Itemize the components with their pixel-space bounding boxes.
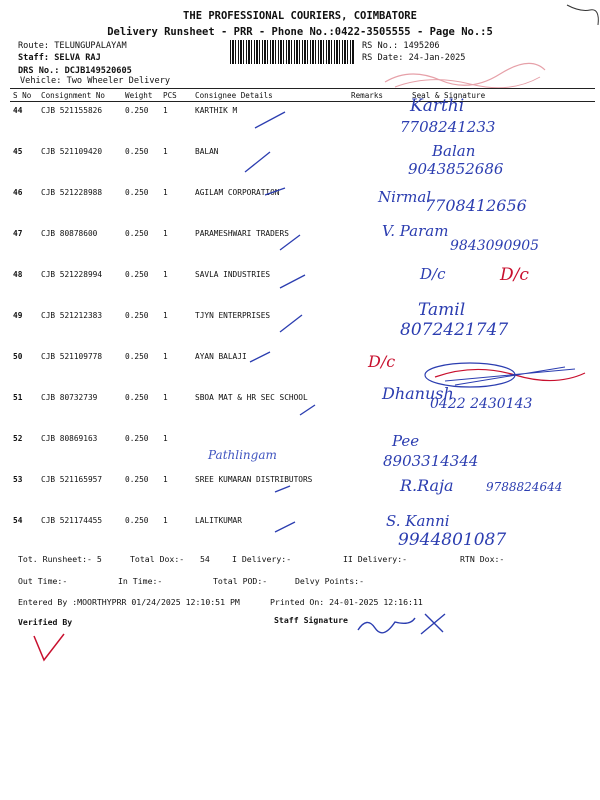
handwritten-signature: V. Param xyxy=(382,222,449,240)
cell-consignee: AGILAM CORPORATION xyxy=(195,188,280,197)
handwritten-phone: 8072421747 xyxy=(400,320,509,340)
cell-consignee: SREE KUMARAN DISTRIBUTORS xyxy=(195,475,313,484)
cell-pcs: 1 xyxy=(163,516,168,525)
cell-consignment: CJB 80878600 xyxy=(41,229,98,238)
tick-mark xyxy=(255,112,285,128)
col-seal-signature: Seal & Signature xyxy=(409,89,595,102)
cell-consignee: SAVLA INDUSTRIES xyxy=(195,270,271,279)
out-time: Out Time:- xyxy=(18,576,68,586)
handwritten-signature: Tamil xyxy=(418,300,466,320)
cell-consignee: PARAMESHWARI TRADERS xyxy=(195,229,289,238)
tick-mark xyxy=(280,275,305,288)
cell-consignment: CJB 80869163 xyxy=(41,434,98,443)
cell-consignee: LALITKUMAR xyxy=(195,516,242,525)
cell-pcs: 1 xyxy=(163,352,168,361)
cell-pcs: 1 xyxy=(163,270,168,279)
cell-consignee: KARTHIK M xyxy=(195,106,238,115)
cell-weight: 0.250 xyxy=(125,393,149,402)
tick-mark xyxy=(265,188,285,195)
cell-consignment: CJB 521228988 xyxy=(41,188,103,197)
handwritten-signature: Karthi xyxy=(410,96,465,116)
cell-sno: 52 xyxy=(13,434,23,443)
total-dox-label: Total Dox:- xyxy=(130,554,185,564)
cell-pcs: 1 xyxy=(163,106,168,115)
cell-pcs: 1 xyxy=(163,188,168,197)
staff-label: Staff: SELVA RAJ xyxy=(18,53,101,63)
cell-pcs: 1 xyxy=(163,147,168,156)
cell-consignment: CJB 521174455 xyxy=(41,516,103,525)
cell-sno: 50 xyxy=(13,352,23,361)
staff-signature-label: Staff Signature xyxy=(274,615,348,625)
handwritten-signature: R.Raja xyxy=(400,476,454,495)
handwritten-phone: 9843090905 xyxy=(450,238,540,254)
cell-sno: 46 xyxy=(13,188,23,197)
cell-consignee: BALAN xyxy=(195,147,219,156)
delvy-points: Delvy Points:- xyxy=(295,576,365,586)
cell-weight: 0.250 xyxy=(125,106,149,115)
ii-delivery: II Delivery:- xyxy=(343,554,408,564)
in-time: In Time:- xyxy=(118,576,163,586)
cell-sno: 47 xyxy=(13,229,23,238)
col-remarks: Remarks xyxy=(348,89,409,102)
tick-mark xyxy=(275,522,295,532)
handwritten-signature: Balan xyxy=(432,142,476,160)
cell-consignment: CJB 521212383 xyxy=(41,311,103,320)
cell-consignee: AYAN BALAJI xyxy=(195,352,247,361)
route-label: Route: TELUNGUPALAYAM xyxy=(18,41,127,51)
cell-weight: 0.250 xyxy=(125,352,149,361)
tot-runsheet: Tot. Runsheet:- 5 xyxy=(18,554,102,564)
cell-pcs: 1 xyxy=(163,434,168,443)
tick-mark xyxy=(250,352,270,362)
cell-consignment: CJB 521155826 xyxy=(41,106,103,115)
handwritten-signature: Pee xyxy=(392,432,420,450)
handwritten-signature: Nirmal xyxy=(378,188,432,206)
tick-marks-layer xyxy=(190,100,330,540)
total-pod: Total POD:- xyxy=(213,576,268,586)
tick-mark xyxy=(280,235,300,250)
cell-weight: 0.250 xyxy=(125,516,149,525)
handwritten-dc-note: D/c xyxy=(500,265,529,285)
runsheet-subtitle: Delivery Runsheet - PRR - Phone No.:0422-3505555 - Page No.:5 xyxy=(107,26,493,38)
cell-consignee: SBOA MAT & HR SEC SCHOOL xyxy=(195,393,308,402)
cell-pcs: 1 xyxy=(163,311,168,320)
cell-weight: 0.250 xyxy=(125,311,149,320)
cell-weight: 0.250 xyxy=(125,147,149,156)
tick-mark xyxy=(300,405,315,415)
cell-consignment: CJB 521165957 xyxy=(41,475,103,484)
i-delivery: I Delivery:- xyxy=(232,554,292,564)
cell-weight: 0.250 xyxy=(125,188,149,197)
handwritten-phone: 9944801087 xyxy=(398,530,507,550)
handwritten-phone: 9788824644 xyxy=(486,480,563,494)
cell-consignment: CJB 521109420 xyxy=(41,147,103,156)
cell-sno: 54 xyxy=(13,516,23,525)
entered-by: Entered By :MOORTHYPRR 01/24/2025 12:10:51 PM xyxy=(18,597,240,607)
cell-pcs: 1 xyxy=(163,393,168,402)
cell-consignment: CJB 80732739 xyxy=(41,393,98,402)
cell-pcs: 1 xyxy=(163,475,168,484)
company-title: THE PROFESSIONAL COURIERS, COIMBATORE xyxy=(183,10,417,22)
handwritten-phone: 0422 2430143 xyxy=(430,396,533,412)
verified-by-label: Verified By xyxy=(18,617,73,627)
cell-sno: 44 xyxy=(13,106,23,115)
vehicle-label: Vehicle: Two Wheeler Delivery xyxy=(20,76,171,86)
drs-label: DRS No.: DCJB149520605 xyxy=(18,66,132,76)
tick-mark xyxy=(280,315,302,332)
col-sno: S No xyxy=(10,89,38,102)
printed-on: Printed On: 24-01-2025 12:16:11 xyxy=(270,597,423,607)
handwritten-phone: 7708412656 xyxy=(425,196,527,215)
verified-check-mark xyxy=(30,630,70,665)
cell-sno: 53 xyxy=(13,475,23,484)
cell-weight: 0.250 xyxy=(125,270,149,279)
cell-weight: 0.250 xyxy=(125,229,149,238)
tick-mark xyxy=(245,152,270,172)
col-weight: Weight xyxy=(122,89,160,102)
col-pcs: PCS xyxy=(160,89,192,102)
col-consignment: Consignment No xyxy=(38,89,122,102)
col-consignee: Consignee Details xyxy=(192,89,348,102)
handwritten-consignee-note: Pathlingam xyxy=(208,448,277,462)
staff-signature-scribble xyxy=(355,608,455,638)
handwritten-phone: 9043852686 xyxy=(408,160,504,178)
cell-sno: 48 xyxy=(13,270,23,279)
cell-consignment: CJB 521228994 xyxy=(41,270,103,279)
corner-scribble xyxy=(565,0,600,30)
cell-sno: 45 xyxy=(13,147,23,156)
handwritten-phone: 8903314344 xyxy=(383,452,479,470)
cell-sno: 49 xyxy=(13,311,23,320)
tick-mark xyxy=(275,486,290,492)
rs-no: RS No.: 1495206 xyxy=(362,41,440,51)
handwritten-phone: 7708241233 xyxy=(400,118,496,136)
cell-remarks xyxy=(348,143,409,184)
rtn-dox: RTN Dox:- xyxy=(460,554,505,564)
cell-consignment: CJB 521109778 xyxy=(41,352,103,361)
total-dox-value: 54 xyxy=(200,554,210,564)
cell-weight: 0.250 xyxy=(125,434,149,443)
handwritten-signature: S. Kanni xyxy=(386,512,450,530)
cell-remarks xyxy=(348,266,409,307)
cell-weight: 0.250 xyxy=(125,475,149,484)
handwritten-dc-note: D/c xyxy=(420,265,446,283)
barcode-graphic xyxy=(230,40,355,64)
handwritten-dc-note: D/c xyxy=(368,352,396,371)
handwritten-signature: Dhanush xyxy=(382,384,454,403)
cell-sno: 51 xyxy=(13,393,23,402)
cell-consignee: TJYN ENTERPRISES xyxy=(195,311,271,320)
cell-pcs: 1 xyxy=(163,229,168,238)
rs-date: RS Date: 24-Jan-2025 xyxy=(362,53,466,63)
